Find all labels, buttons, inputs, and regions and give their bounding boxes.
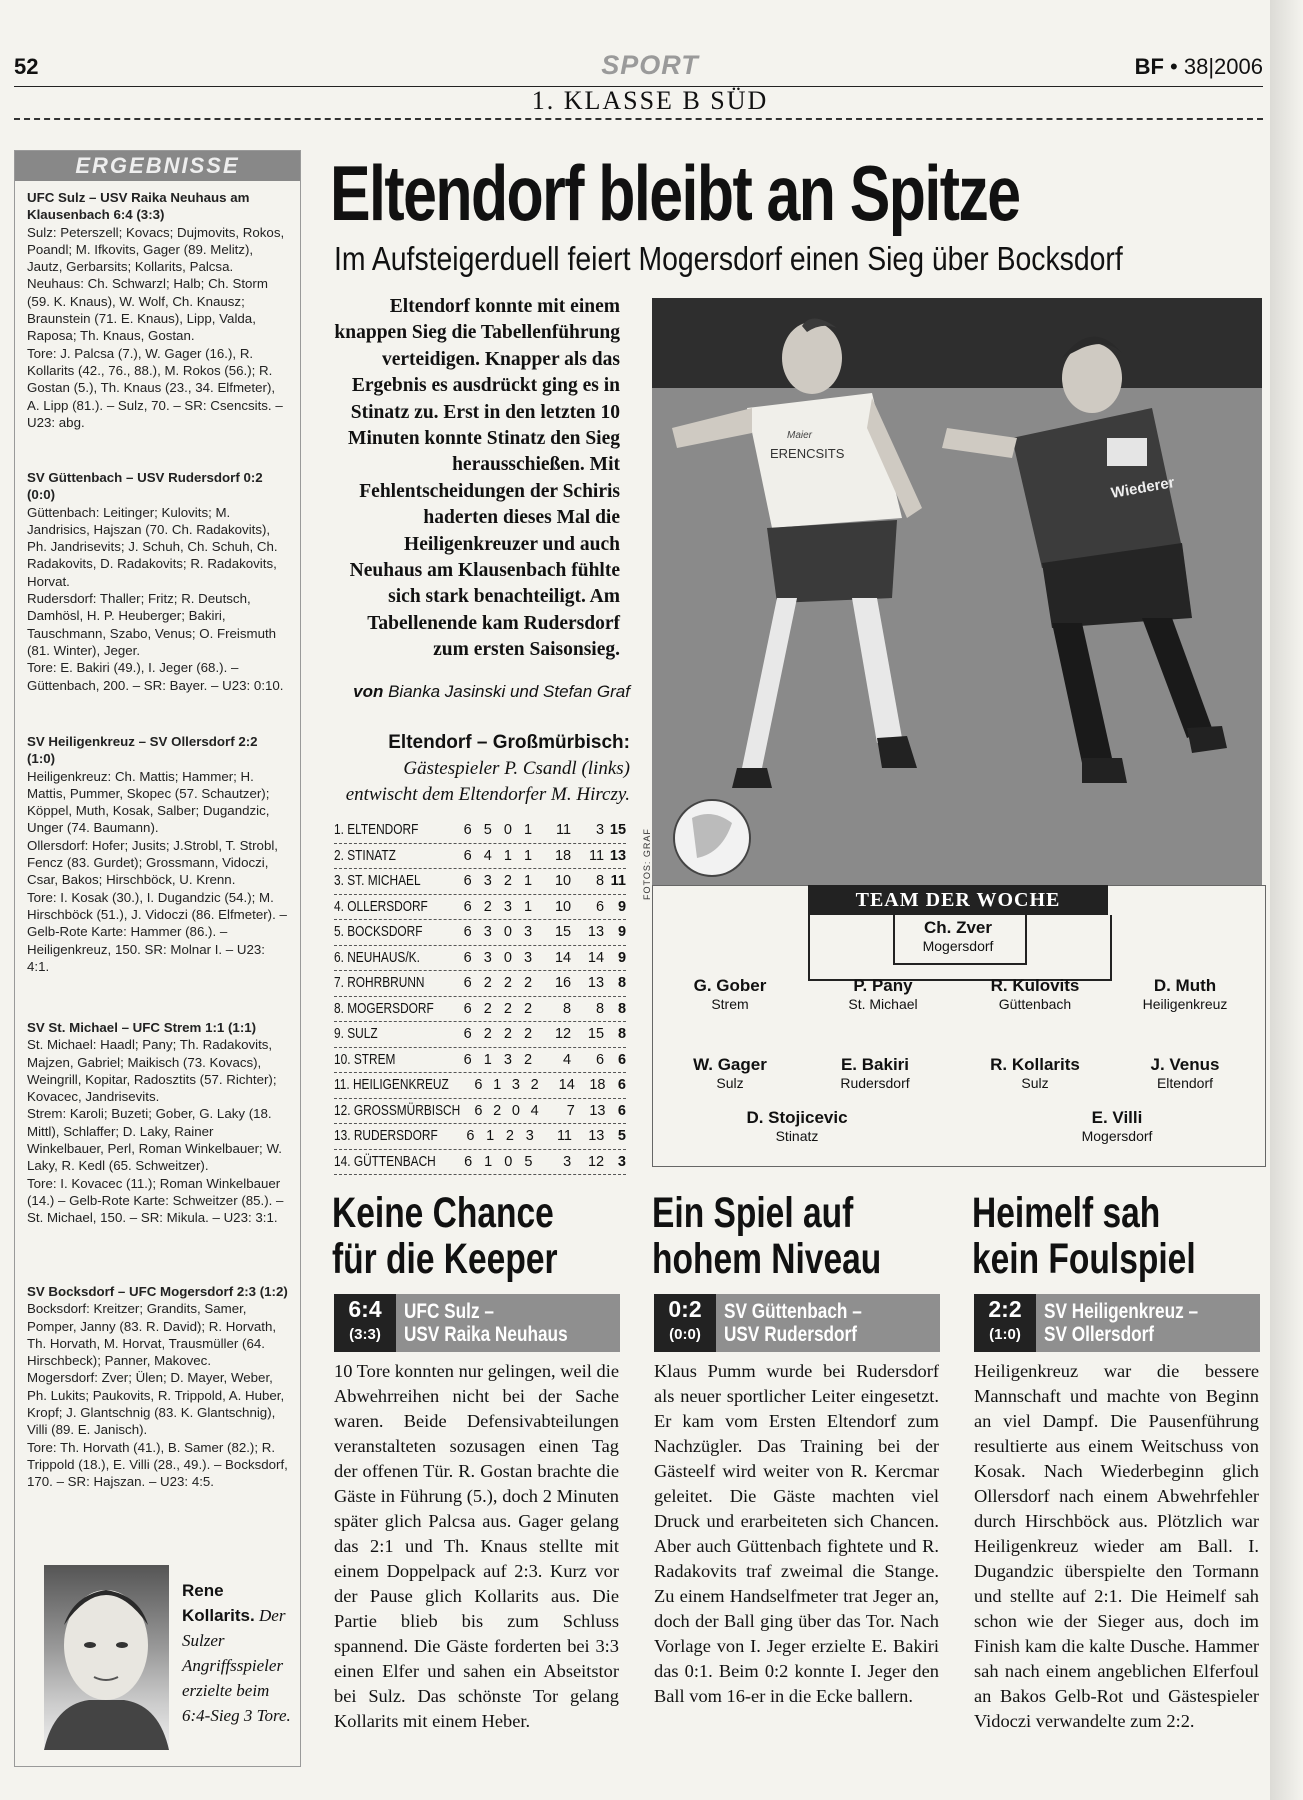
played-cell: 6 [463, 1051, 472, 1068]
halftime-score: (0:0) [669, 1326, 701, 1343]
points-cell: 8 [617, 1026, 627, 1042]
portrait-name: Rene Kollarits. [182, 1581, 255, 1625]
team-cell: 12. GROSSMÜRBISCH [334, 1102, 461, 1119]
score-bar [654, 1294, 940, 1352]
lost-cell: 5 [524, 1153, 533, 1170]
score-bar [334, 1294, 620, 1352]
result-lineup: Sulz: Peterszell; Kovacs; Dujmovits, Rokos, Poandl; M. Ifkovits, Gager (89. Melitz), Jautz, Gerbarsits; Kollarits, Palcsa. [27, 224, 285, 275]
played-cell: 6 [463, 924, 472, 940]
standings-row [334, 1099, 626, 1125]
tdw-player-name: R. Kulovits [990, 976, 1080, 995]
result-lineup: Bocksdorf: Kreitzer; Grandits, Samer, Pomper, Janny (83. R. David); R. Horvath, Th. Horvath, M. Horvat, Trausmüller (64. Hirschbeck); Panner, Makovec. [27, 1301, 277, 1369]
drawn-cell: 0 [503, 924, 512, 940]
result-block [27, 189, 289, 431]
goals-against-cell: 14 [587, 949, 605, 966]
points-cell: 13 [609, 847, 627, 864]
subheadline: Im Aufsteigerduell feiert Mogersdorf einen Sieg über Bocksdorf [334, 240, 1123, 277]
points-cell: 15 [609, 822, 627, 838]
tdw-player-name: D. Muth [1153, 976, 1217, 995]
tdw-player-club: Eltendorf [1156, 1075, 1214, 1091]
photo-credit: FOTOS: GRAF [642, 828, 652, 900]
won-cell: 2 [493, 1102, 502, 1119]
portrait-illustration [44, 1565, 169, 1750]
tdw-player-club: Heiligenkreuz [1142, 996, 1228, 1012]
goals-for-cell: 10 [554, 898, 572, 915]
drawn-cell: 1 [503, 847, 512, 864]
goals-for-cell: 4 [563, 1051, 572, 1068]
portrait-caption [182, 1578, 292, 1728]
standings-row [334, 1048, 626, 1074]
tdw-player-club: Sulz [1021, 1075, 1049, 1091]
score-bar [974, 1294, 1260, 1352]
tdw-player [712, 1108, 882, 1144]
intro-text: Eltendorf konnte mit einem knappen Sieg die Tabellenführung verteidigen. Knapper als das Ergebnis es ausdrückt ging es in Stinatz zu. Erst in den letzten 10 Minuten konnte Stinatz den Sieg herausschießen. Mit Fehlentscheidungen der Schiris haderten dieses Mal die Heiligenkreuzer und auch Neuhaus am Klausenbach fühlte sich stark benachteiligt. Am Tabellenende kam Rudersdorf zum ersten Saisonsieg. [334, 296, 620, 661]
dashed-divider [14, 118, 1263, 120]
played-cell: 6 [463, 1026, 472, 1042]
won-cell: 1 [493, 1077, 502, 1093]
result-block [27, 1019, 289, 1227]
result-lineup: Güttenbach: Leitinger; Kulovits; M. Jandrisics, Hajszan (70. Ch. Radakovits), Ph. Jandrisevits; J. Schuh, Ch. Schuh, Ch. Radakovits, D. Radakovits; R. Radakovits, Horvat. [27, 504, 278, 589]
away-team: USV Rudersdorf [724, 1323, 857, 1346]
goals-for-cell: 15 [554, 924, 572, 940]
goals-against-cell: 18 [589, 1077, 606, 1093]
byline [330, 682, 630, 702]
article-body: Klaus Pumm wurde bei Rudersdorf als neuer sportlicher Leiter eingesetzt. Er kam vom Ersten Eltendorf zum Nachzügler. Das Training bei der Gästeelf wird weiter von R. Kercmar geleitet. Die Gäste machten viel Druck und erarbeiteten sich Chancen. Aber auch Güttenbach fightete und R. Radakovits traf zweimal die Stange. Zu einem Handselfmeter trat Jeger an, doch der Ball ging über das Tor. Nach Vorlage von I. Jeger erzielte E. Bakiri das 0:1. Beim 0:2 konnte I. Jeger den Ball vom 16-er in die Ecke ballern. [654, 1361, 939, 1706]
result-heading: UFC Sulz – USV Raika Neuhaus am Klausenbach 6:4 (3:3) [27, 190, 250, 223]
standings-row [334, 920, 626, 946]
lost-cell: 1 [524, 847, 533, 864]
standings-table [334, 818, 626, 1175]
won-cell: 2 [483, 1026, 492, 1042]
standings-row [334, 844, 626, 870]
played-cell: 6 [474, 1077, 483, 1093]
article-title-line: kein Foulspiel [972, 1235, 1196, 1283]
byline-authors: Bianka Jasinski und Stefan Graf [388, 682, 630, 701]
tdw-player [798, 976, 968, 1012]
results-sidebar [14, 150, 301, 1767]
won-cell: 5 [483, 822, 492, 838]
won-cell: 1 [483, 1051, 492, 1068]
goals-for-cell: 10 [554, 873, 572, 889]
lost-cell: 2 [524, 975, 533, 991]
section-title: SPORT [601, 50, 699, 80]
tdw-player-name: D. Stojicevic [746, 1108, 848, 1127]
result-lineup: Neuhaus: Ch. Schwarzl; Halb; Ch. Storm (59. K. Knaus), W. Wolf, Ch. Knausz; Braunstein (71. E. Knaus), Lipp, Valda, Raposa; Th. Knaus, Gostan. [27, 276, 268, 344]
lost-cell: 3 [525, 1128, 534, 1144]
won-cell: 2 [483, 975, 492, 991]
won-cell: 2 [483, 898, 492, 915]
jersey-sponsor-3: Wiederer [1109, 474, 1176, 502]
won-cell: 1 [484, 1153, 493, 1170]
page-edge [1270, 0, 1303, 1800]
points-cell: 6 [617, 1077, 626, 1093]
article-1 [332, 1190, 617, 1282]
goals-against-cell: 8 [595, 1000, 605, 1017]
team-cell: 7. ROHRBRUNN [334, 975, 425, 991]
goals-against-cell: 6 [595, 898, 605, 915]
goals-against-cell: 13 [587, 924, 605, 940]
drawn-cell: 0 [503, 822, 512, 838]
caption-text: Gästespieler P. Csandl (links) entwischt dem Eltendorfer M. Hirczy. [345, 758, 630, 805]
tdw-player [873, 918, 1043, 954]
result-heading: SV Güttenbach – USV Rudersdorf 0:2 (0:0) [27, 470, 263, 503]
drawn-cell: 2 [503, 975, 512, 991]
halftime-score: (1:0) [989, 1326, 1021, 1343]
portrait-text: Der Sulzer Angriffsspieler erzielte beim 6:4-Sieg 3 Tore. [182, 1606, 291, 1725]
sidebar-title: ERGEBNISSE [15, 151, 300, 181]
tdw-player [950, 1055, 1120, 1091]
final-score: 2:2 [988, 1296, 1022, 1322]
goals-for-cell: 18 [554, 847, 572, 864]
league-title: 1. KLASSE B SÜD [531, 86, 769, 115]
won-cell: 3 [483, 949, 492, 966]
article-2 [652, 1190, 937, 1282]
halftime-score: (3:3) [349, 1326, 381, 1343]
team-cell: 8. MOGERSDORF [334, 1000, 434, 1017]
away-team: SV Ollersdorf [1044, 1323, 1155, 1346]
played-cell: 6 [463, 975, 472, 991]
tdw-player-name: P. Pany [853, 976, 913, 995]
lost-cell: 2 [524, 1026, 533, 1042]
final-score: 6:4 [348, 1296, 382, 1322]
away-team: USV Raika Neuhaus [404, 1323, 568, 1346]
score-box [974, 1294, 1036, 1352]
played-cell: 6 [463, 949, 472, 966]
photo-caption [330, 730, 630, 808]
score-teams [404, 1300, 568, 1346]
score-teams [724, 1300, 862, 1346]
team-cell: 14. GÜTTENBACH [334, 1153, 436, 1170]
article-title-line: Heimelf sah [972, 1189, 1161, 1237]
score-box [654, 1294, 716, 1352]
goals-against-cell: 3 [595, 822, 605, 838]
portrait-photo [44, 1565, 169, 1750]
goals-against-cell: 12 [587, 1153, 605, 1170]
team-cell: 6. NEUHAUS/K. [334, 949, 420, 966]
played-cell: 6 [474, 1102, 483, 1119]
home-team: SV Heiligenkreuz – [1044, 1300, 1199, 1323]
goals-against-cell: 13 [588, 1128, 605, 1144]
result-goals: Tore: I. Kosak (30.), I. Dugandzic (54.); M. Hirschböck (51.), J. Vidoczi (86. Elfmeter). – Gelb-Rote Karte: Hammer (86.). – Heiligenkreuz, 150. SR: Molnar I. – U23: 4:1. [27, 889, 287, 974]
lost-cell: 1 [524, 822, 533, 838]
tdw-player-name: E. Villi [1091, 1108, 1143, 1127]
goals-for-cell: 7 [566, 1102, 575, 1119]
points-cell: 6 [617, 1102, 626, 1119]
drawn-cell: 3 [511, 1077, 520, 1093]
lost-cell: 4 [530, 1102, 539, 1119]
result-heading: SV Heiligenkreuz – SV Ollersdorf 2:2 (1:0) [27, 734, 258, 767]
goals-against-cell: 6 [595, 1051, 605, 1068]
score-box [334, 1294, 396, 1352]
tdw-player-name: Ch. Zver [923, 918, 993, 937]
jersey-sponsor-2: ERENCSITS [770, 446, 845, 461]
won-cell: 3 [483, 924, 492, 940]
match-photo-illustration [652, 298, 1262, 898]
points-cell: 9 [617, 924, 627, 940]
tdw-player [950, 976, 1120, 1012]
final-score: 0:2 [668, 1296, 702, 1322]
team-cell: 11. HEILIGENKREUZ [334, 1077, 449, 1093]
drawn-cell: 0 [504, 1153, 513, 1170]
lost-cell: 1 [524, 873, 533, 889]
goals-for-cell: 11 [556, 822, 572, 838]
played-cell: 6 [464, 1153, 473, 1170]
standings-row [334, 971, 626, 997]
goals-for-cell: 12 [554, 1026, 572, 1042]
lost-cell: 2 [524, 1051, 533, 1068]
tdw-player [645, 976, 815, 1012]
goals-against-cell: 13 [589, 1102, 606, 1119]
result-lineup: Ollersdorf: Hofer; Jusits; J.Strobl, T. Strobl, Fencz (83. Gurdet); Grossmann, Vidoczi, Csar, Bakos; Hirschböck, U. Krenn. [27, 837, 278, 888]
tdw-player-club: Stinatz [775, 1128, 819, 1144]
tdw-player-club: Sulz [716, 1075, 744, 1091]
tdw-player-name: J. Venus [1150, 1055, 1220, 1074]
lost-cell: 3 [524, 924, 533, 940]
drawn-cell: 0 [511, 1102, 520, 1119]
tdw-player-club: St. Michael [848, 996, 918, 1012]
home-team: UFC Sulz – [404, 1300, 494, 1323]
page-number: 52 [14, 54, 39, 79]
played-cell: 6 [463, 898, 472, 915]
caption-match: Eltendorf – Großmürbisch: [388, 732, 630, 753]
points-cell: 9 [617, 898, 627, 915]
article-title-line: hohem Niveau [652, 1235, 882, 1283]
team-cell: 5. BOCKSDORF [334, 924, 423, 940]
result-goals: Tore: E. Bakiri (49.), I. Jeger (68.). – Güttenbach, 200. – SR: Bayer. – U23: 0:10. [27, 660, 284, 693]
article-body: 10 Tore konnten nur gelingen, weil die Abwehrreihen nicht bei der Sache waren. Beide Defensivabteilungen veranstalteten sozusagen einen Tag der offenen Tür. R. Gostan brachte die Gäste in Führung (5.), doch 2 Minuten später glich Palcsa aus. Gager gelang das 2:1 und Th. Knaus stellte mit einem Doppelpack auf 2:3. Kurz vor der Pause glich Kollarits aus. Die Partie blieb bis zum Schluss spannend. Die Gäste forderten bei 3:3 einen Elfer und sahen ein Abseitstor bei Sulz. Das schönste Tor gelang Kollarits mit einem Heber. [334, 1361, 619, 1731]
lost-cell: 1 [524, 898, 533, 915]
result-lineup: Strem: Karoli; Buzeti; Gober, G. Laky (18. Mittl), Schlaffer; D. Laky, Rainer Winkelbauer, Perl, Roman Winkelbauer; W. Laky, R. Kedl (65. Schweitzer). [27, 1106, 282, 1174]
played-cell: 6 [463, 822, 472, 838]
result-lineup: Mogersdorf: Zver; Ülen; D. Mayer, Weber, Ph. Lukits; Paukovits, R. Trippold, A. Huber, Kropf; J. Glantschnig (83. K. Glantschnig), Villi (89. E. Janisch). [27, 1370, 285, 1438]
goals-for-cell: 8 [563, 1000, 572, 1017]
goals-for-cell: 3 [563, 1153, 572, 1170]
team-cell: 10. STREM [334, 1051, 396, 1068]
tdw-player [1100, 976, 1270, 1012]
standings-row [334, 946, 626, 972]
goals-against-cell: 15 [587, 1026, 605, 1042]
brand-issue: BF • 38|2006 [1134, 54, 1263, 79]
result-heading: SV Bocksdorf – UFC Mogersdorf 2:3 (1:2) [27, 1284, 288, 1299]
drawn-cell: 2 [505, 1128, 514, 1144]
played-cell: 6 [463, 847, 472, 864]
byline-prefix: von [353, 682, 384, 701]
played-cell: 6 [463, 1000, 472, 1017]
tdw-player [1100, 1055, 1270, 1091]
result-lineup: Rudersdorf: Thaller; Fritz; R. Deutsch, Damhösl, H. P. Heuberger; Bakiri, Tauschmann, Szabo, Venus; O. Freismuth (81. Winter), Jeger. [27, 591, 277, 658]
article-title-line: Ein Spiel auf [652, 1189, 854, 1237]
tdw-player [790, 1055, 960, 1091]
tdw-player-club: Rudersdorf [840, 1075, 910, 1091]
drawn-cell: 2 [503, 1000, 512, 1017]
score-teams [1044, 1300, 1198, 1346]
won-cell: 3 [483, 873, 492, 889]
won-cell: 4 [483, 847, 492, 864]
result-goals: Tore: Th. Horvath (41.), B. Samer (82.); R. Trippold (18.), E. Villi (28., 49.). – Bocksdorf, 170. – SR: Hajszan. – U23: 4:5. [27, 1439, 288, 1490]
tdw-player-club: Güttenbach [998, 996, 1072, 1012]
standings-row [334, 818, 626, 844]
article-3 [972, 1190, 1257, 1282]
team-cell: 3. ST. MICHAEL [334, 873, 421, 889]
home-team: SV Güttenbach – [724, 1300, 862, 1323]
played-cell: 6 [466, 1128, 475, 1144]
tdw-player-club: Mogersdorf [1081, 1128, 1153, 1144]
result-goals: Tore: I. Kovacec (11.); Roman Winkelbauer (14.) – Gelb-Rote Karte: Schweitzer (85.). – St. Michael, 150. – SR: Mikula. – U23: 3:1. [27, 1175, 284, 1226]
tdw-player-club: Mogersdorf [922, 938, 994, 954]
lost-cell: 2 [524, 1000, 533, 1017]
drawn-cell: 3 [503, 898, 512, 915]
played-cell: 6 [463, 873, 472, 889]
result-block [27, 469, 289, 694]
points-cell: 9 [617, 949, 627, 966]
match-photo [652, 298, 1262, 898]
goals-against-cell: 11 [588, 847, 605, 864]
standings-row [334, 997, 626, 1023]
drawn-cell: 2 [503, 873, 512, 889]
drawn-cell: 3 [503, 1051, 512, 1068]
points-cell: 5 [617, 1128, 626, 1144]
drawn-cell: 0 [503, 949, 512, 966]
team-cell: 2. STINATZ [334, 847, 396, 864]
tdw-player-name: R. Kollarits [990, 1055, 1080, 1074]
brand-name: BF [1134, 54, 1164, 79]
article-title-line: für die Keeper [332, 1235, 558, 1283]
points-cell: 11 [610, 873, 627, 889]
goals-against-cell: 8 [595, 873, 605, 889]
standings-row [334, 869, 626, 895]
result-block [27, 1283, 289, 1491]
standings-row [334, 1150, 626, 1176]
team-cell: 1. ELTENDORF [334, 822, 419, 838]
tdw-player-name: G. Gober [693, 976, 767, 995]
team-cell: 13. RUDERSDORF [334, 1128, 438, 1144]
lost-cell: 3 [524, 949, 533, 966]
drawn-cell: 2 [503, 1026, 512, 1042]
tdw-player-name: W. Gager [693, 1055, 767, 1074]
standings-row [334, 1124, 626, 1150]
article-body: Heiligenkreuz war die bessere Mannschaft und machte von Beginn an viel Dampf. Die Pausenführung resultierte aus einem Weitschuss von Kosak. Nach Wiederbeginn glich Ollersdorf nach einem Abwehrfehler durch Hirschböck aus. Plötzlich war Heiligenkreuz wieder am Ball. I. Dugandzic überspielte den Tormann und stellte auf 2:1. Die Heimelf sah schon wie der Sieger aus, doch im Finish kam die kalte Dusche. Hammer sah nach einem angeblichen Elferfoul an Bakos Gelb-Rot und Gästespieler Vidoczi verwandelte zum 2:2. [974, 1361, 1259, 1731]
goals-for-cell: 16 [554, 975, 572, 991]
goals-against-cell: 13 [587, 975, 605, 991]
result-goals: Tore: J. Palcsa (7.), W. Gager (16.), R. Kollarits (42., 76., 88.), M. Rokos (56.); R. Gostan (5.), Th. Knaus (23., 34. Elfmeter), A. Lipp (81.). – Sulz, 70. – SR: Csencsits. – U23: abg. [27, 345, 283, 430]
points-cell: 6 [617, 1051, 627, 1068]
result-lineup: Heiligenkreuz: Ch. Mattis; Hammer; H. Mattis, Pummer, Skopec (57. Schautzer); Köppel, Muth, Kosak, Salber; Dugandzic, Unger (74. Baumann). [27, 768, 270, 836]
goals-for-cell: 14 [554, 949, 572, 966]
lost-cell: 2 [530, 1077, 539, 1093]
result-lineup: St. Michael: Haadl; Pany; Th. Radakovits, Majzen, Gabriel; Maikisch (73. Kovacs), Weingrill, Kopitar, Radosztits (57. Richter); Kovacec, Jandrisevits. [27, 1037, 277, 1105]
issue-number: 38|2006 [1183, 54, 1263, 79]
points-cell: 8 [617, 1000, 627, 1017]
team-of-week-title: TEAM DER WOCHE [808, 885, 1108, 915]
article-title-line: Keine Chance [332, 1189, 554, 1237]
goals-for-cell: 14 [558, 1077, 575, 1093]
result-block [27, 733, 289, 975]
tdw-player-club: Strem [711, 996, 749, 1012]
standings-row [334, 1073, 626, 1099]
standings-row [334, 895, 626, 921]
points-cell: 3 [617, 1153, 626, 1170]
headline: Eltendorf bleibt an Spitze [330, 149, 1020, 237]
standings-row [334, 1022, 626, 1048]
points-cell: 8 [617, 975, 627, 991]
result-heading: SV St. Michael – UFC Strem 1:1 (1:1) [27, 1020, 257, 1035]
won-cell: 2 [483, 1000, 492, 1017]
team-cell: 9. SULZ [334, 1026, 378, 1042]
tdw-player-name: E. Bakiri [840, 1055, 910, 1074]
jersey-sponsor-1: Maier [787, 430, 813, 441]
team-cell: 4. OLLERSDORF [334, 898, 428, 915]
goals-for-cell: 11 [556, 1128, 572, 1144]
won-cell: 1 [486, 1128, 495, 1144]
tdw-player [1032, 1108, 1202, 1144]
